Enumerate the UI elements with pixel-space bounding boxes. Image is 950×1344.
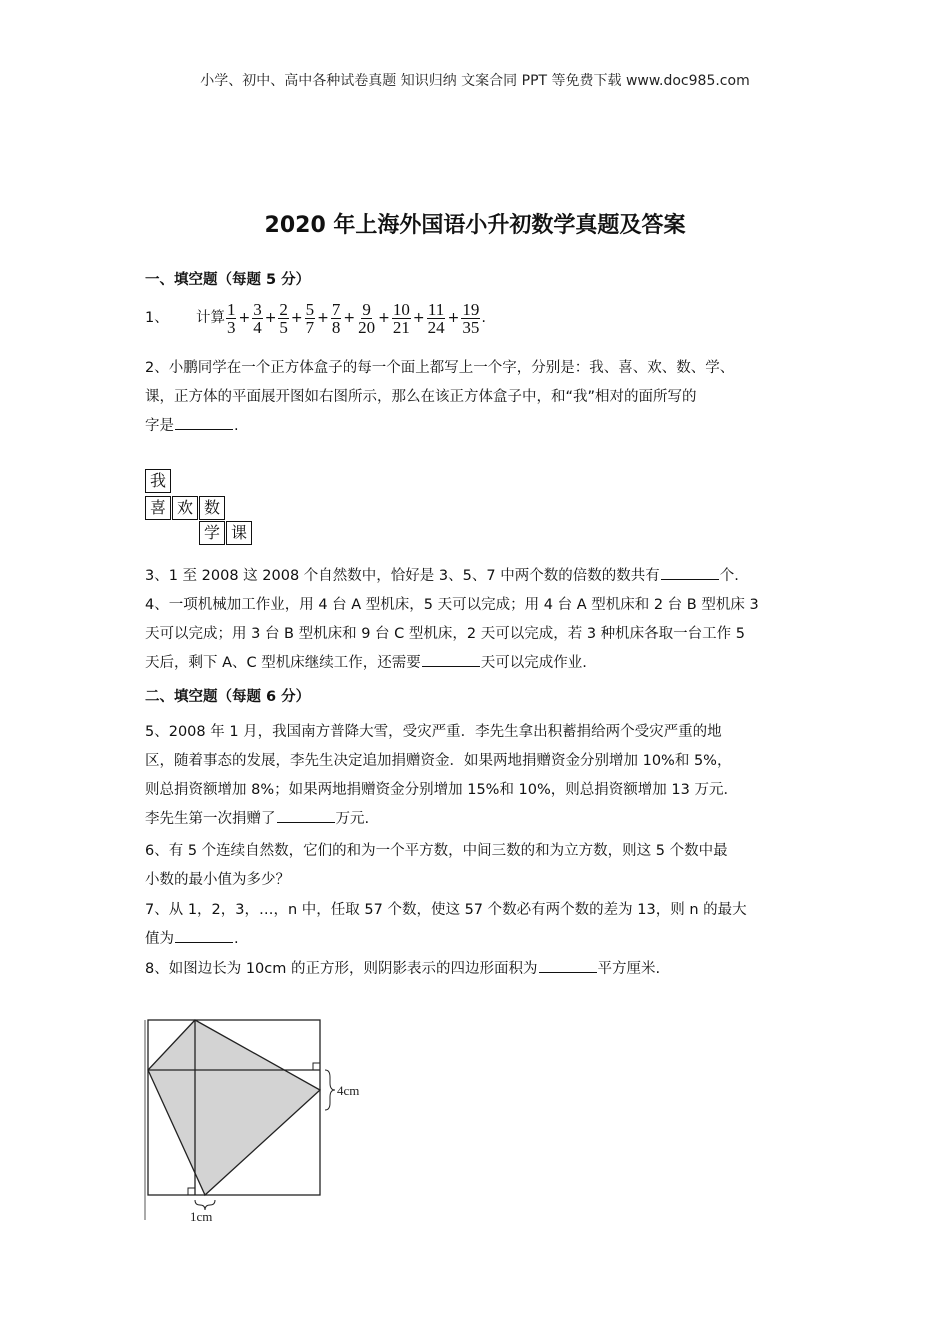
question-1-label: 计算 — [195, 310, 225, 326]
fraction-denominator: 8 — [331, 317, 341, 337]
question-7-text: 值为 — [145, 931, 174, 947]
answer-blank — [175, 928, 233, 943]
fraction — [252, 301, 263, 336]
question-5-line-3: 则总捐资额增加 8%；如果两地捐赠资金分别增加 15%和 10%，则总捐资额增加 13 万元． — [145, 782, 738, 798]
net-cell-ke: 课 — [226, 521, 252, 545]
plus-sign: + — [447, 310, 460, 326]
section-heading-1: 一、填空题（每题 5 分） — [145, 272, 311, 288]
fraction — [357, 301, 376, 336]
fraction-denominator: 24 — [427, 317, 445, 337]
question-1 — [145, 298, 825, 338]
fraction — [427, 301, 446, 336]
fraction — [226, 301, 237, 336]
net-cell-huan: 欢 — [172, 496, 198, 520]
question-4-line-2: 天可以完成；用 3 台 B 型机床和 9 台 C 型机床，2 天可以完成，若 3 种机床各取一台工作 5 — [145, 626, 746, 642]
fraction — [305, 301, 316, 336]
fraction-denominator: 21 — [392, 317, 410, 337]
plus-sign: + — [343, 310, 356, 326]
page-title: 2020 年上海外国语小升初数学真题及答案 — [264, 213, 686, 238]
fraction-denominator: 35 — [462, 317, 480, 337]
net-cell-shu: 数 — [199, 496, 225, 520]
page-header: 小学、初中、高中各种试卷真题 知识归纳 文案合同 PPT 等免费下载 www.doc985.com — [200, 73, 750, 89]
question-4-end: 天可以完成作业. — [480, 655, 587, 671]
right-angle-mark — [188, 1188, 195, 1195]
fraction-denominator: 4 — [253, 317, 262, 337]
question-8-end: 平方厘米. — [597, 961, 661, 977]
question-2-line-1: 2、小鹏同学在一个正方体盒子的每一个面上都写上一个字，分别是：我、喜、欢、数、学、 — [145, 360, 735, 376]
question-4-line-1: 4、一项机械加工作业，用 4 台 A 型机床，5 天可以完成；用 4 台 A 型机床和 2 台 B 型机床 3 — [145, 597, 759, 613]
question-2-text: 字是 — [145, 418, 174, 434]
answer-blank — [661, 565, 719, 580]
fraction — [278, 301, 289, 336]
question-2-line-3 — [145, 412, 825, 441]
net-cell-xi: 喜 — [145, 496, 171, 520]
fraction-numerator: 2 — [279, 299, 288, 319]
fraction — [461, 301, 480, 336]
fraction — [331, 301, 342, 336]
plus-sign: + — [290, 310, 303, 326]
question-2-end: . — [234, 418, 239, 434]
plus-sign: + — [264, 310, 277, 326]
question-6-line-2: 小数的最小值为多少？ — [145, 872, 290, 888]
answer-blank — [277, 808, 335, 823]
fraction-denominator: 5 — [279, 317, 288, 337]
question-3-end: 个. — [719, 568, 739, 584]
question-3-text: 3、1 至 2008 这 2008 个自然数中，恰好是 3、5、7 中两个数的倍数的数共有 — [145, 568, 660, 584]
answer-blank — [539, 958, 597, 973]
question-8-text: 8、如图边长为 10cm 的正方形，则阴影表示的四边形面积为 — [145, 961, 538, 977]
question-2-line-2: 课，正方体的平面展开图如右图所示，那么在该正方体盒子中，和“我”相对的面所写的 — [145, 389, 697, 405]
square-quadrilateral-figure — [140, 1015, 380, 1230]
fraction-denominator: 20 — [358, 317, 376, 337]
net-cell-xue: 学 — [199, 521, 225, 545]
question-6 — [145, 837, 825, 895]
shaded-quadrilateral — [148, 1020, 320, 1195]
fraction-numerator: 10 — [392, 299, 410, 319]
fraction-numerator: 11 — [427, 299, 445, 319]
question-5-text: 李先生第一次捐赠了 — [145, 811, 276, 827]
plus-sign: + — [378, 310, 390, 326]
fraction-numerator: 5 — [305, 299, 315, 319]
question-3 — [145, 562, 825, 591]
question-7 — [145, 896, 825, 954]
question-8 — [145, 955, 825, 984]
brace-right — [325, 1070, 335, 1110]
fraction-numerator: 7 — [331, 299, 341, 319]
question-2 — [145, 354, 825, 441]
fraction-numerator: 1 — [226, 299, 236, 319]
question-5-line-1: 5、2008 年 1 月，我国南方普降大雪，受灾严重．李先生拿出积蓄捐给两个受灾严重的地 — [145, 724, 722, 740]
label-4cm: 4cm — [337, 1083, 360, 1098]
label-1cm: 1cm — [190, 1209, 213, 1224]
fraction — [392, 301, 411, 336]
cube-net-figure — [145, 469, 255, 549]
fraction-denominator: 7 — [305, 317, 315, 337]
question-7-end: . — [234, 931, 239, 947]
question-7-line-1: 7、从 1，2，3，…，n 中，任取 57 个数，使这 57 个数必有两个数的差为 13，则 n 的最大 — [145, 902, 747, 918]
question-1-number: 1、 — [145, 310, 169, 326]
plus-sign: + — [317, 310, 329, 326]
question-1-end: . — [481, 310, 486, 326]
fraction-numerator: 19 — [462, 299, 480, 319]
fraction-numerator: 9 — [362, 299, 371, 319]
question-6-line-1: 6、有 5 个连续自然数，它们的和为一个平方数，中间三数的和为立方数，则这 5 个数中最 — [145, 843, 728, 859]
question-5-line-2: 区，随着事态的发展，李先生决定追加捐赠资金．如果两地捐赠资金分别增加 10%和 5%， — [145, 753, 732, 769]
question-4 — [145, 591, 825, 678]
question-4-text: 天后，剩下 A、C 型机床继续工作，还需要 — [145, 655, 421, 671]
question-5 — [145, 718, 825, 834]
answer-blank — [422, 652, 480, 667]
net-cell-wo: 我 — [145, 469, 171, 493]
plus-sign: + — [238, 310, 251, 326]
right-angle-mark — [313, 1063, 320, 1070]
question-5-end: 万元. — [335, 811, 370, 827]
fraction-denominator: 3 — [226, 317, 236, 337]
fraction-numerator: 3 — [253, 299, 262, 319]
plus-sign: + — [412, 310, 425, 326]
section-heading-2: 二、填空题（每题 6 分） — [145, 689, 311, 705]
answer-blank — [175, 415, 233, 430]
fraction-expression — [225, 299, 481, 337]
